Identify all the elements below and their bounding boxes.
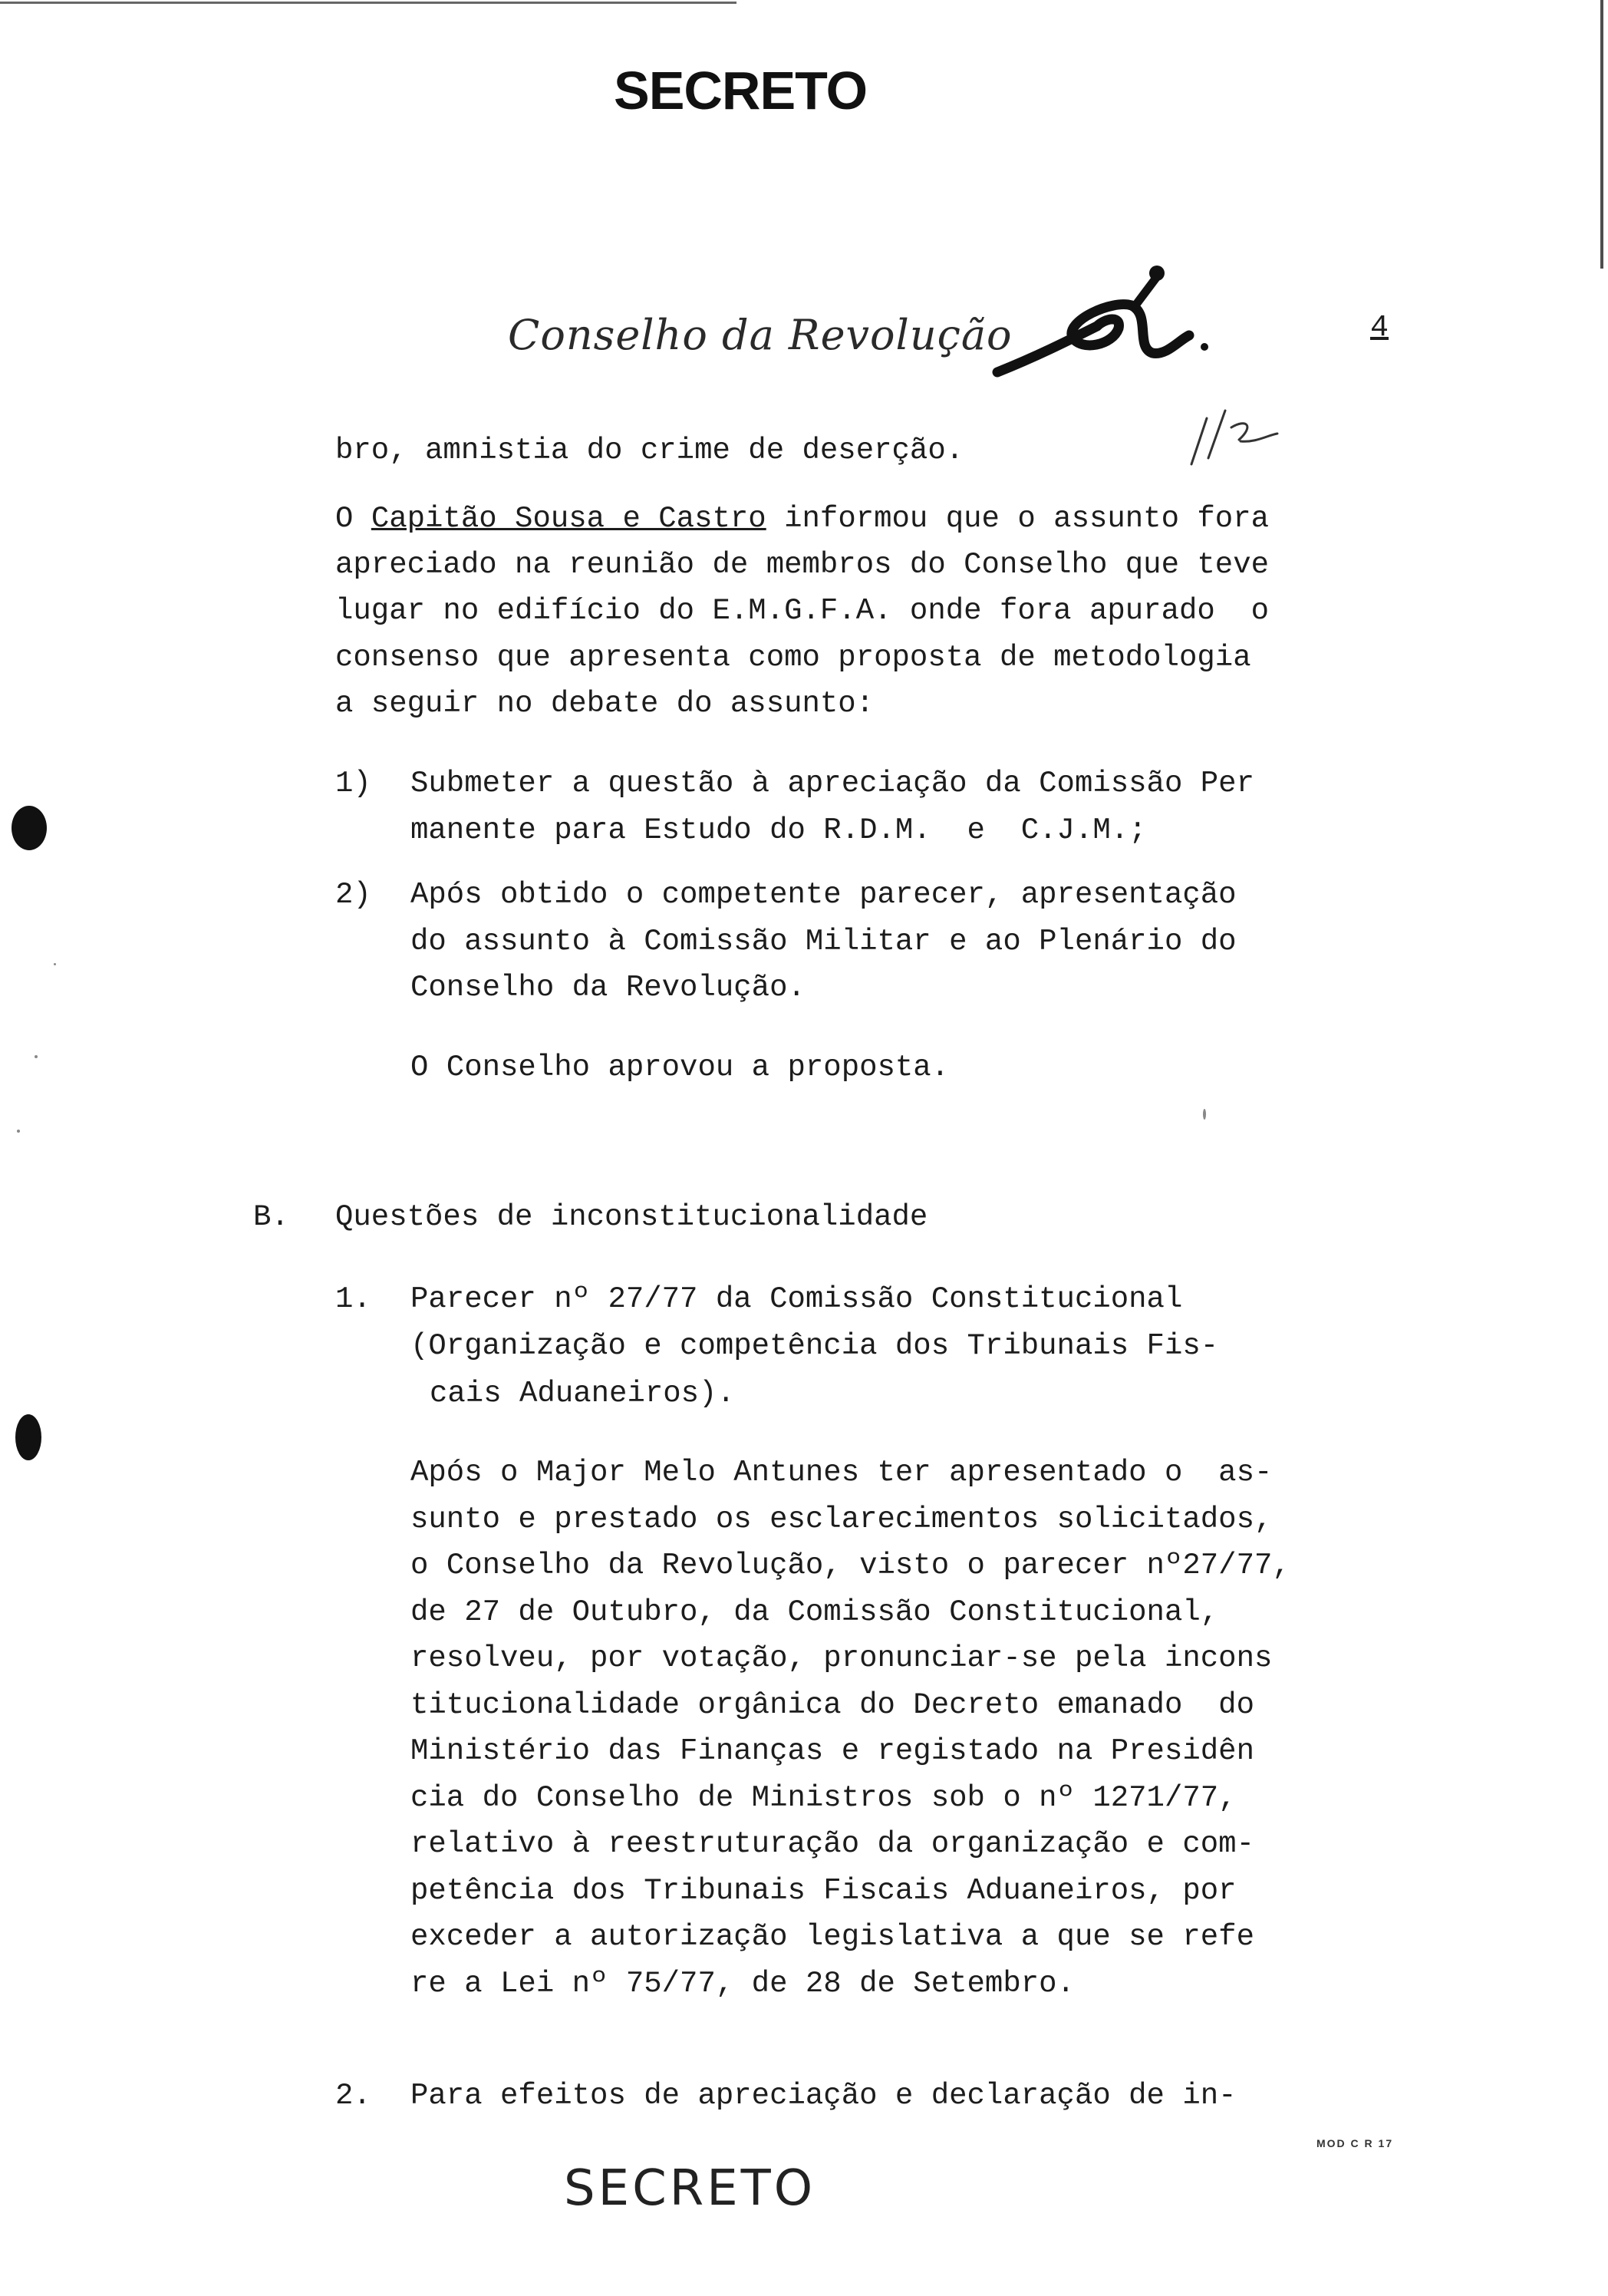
underlined-name: Capitão Sousa e Castro <box>371 502 766 536</box>
paragraph-line: consenso que apresenta como proposta de metodologia <box>335 641 1251 675</box>
scan-speck <box>17 1130 20 1133</box>
paragraph-line: apreciado na reunião de membros do Conselho que teve <box>335 548 1269 582</box>
handwritten-initials <box>990 261 1220 399</box>
list-item-line: Submeter a questão à apreciação da Comissão Per <box>410 767 1254 800</box>
list-item-line: do assunto à Comissão Militar e ao Plenário do <box>410 925 1237 958</box>
body-line: relativo à reestruturação da organização e com- <box>410 1827 1254 1861</box>
body-line: Ministério das Finanças e registado na Presidên <box>410 1734 1254 1768</box>
body-line: de 27 de Outubro, da Comissão Constitucional, <box>410 1595 1219 1629</box>
paragraph-line: lugar no edifício do E.M.G.F.A. onde fora apurado o <box>335 594 1269 628</box>
body-line: resolveu, por votação, pronunciar-se pela incons <box>410 1641 1273 1675</box>
handwritten-rubric <box>1185 388 1285 472</box>
section-letter: B. <box>253 1200 289 1234</box>
scan-edge-right <box>1600 0 1603 269</box>
letterhead: Conselho da Revolução <box>508 311 1013 359</box>
list-item-line: Após obtido o competente parecer, apresentação <box>410 878 1237 912</box>
body-line: o Conselho da Revolução, visto o parecer nº27/77, <box>410 1549 1290 1582</box>
classification-stamp-bottom: SECRETO <box>564 2160 816 2217</box>
scan-speck <box>1203 1109 1206 1120</box>
intro-line: bro, amnistia do crime de deserção. <box>335 434 964 467</box>
paragraph-line: a seguir no debate do assunto: <box>335 687 875 721</box>
paragraph-line-rest: informou que o assunto fora <box>766 502 1270 536</box>
item-title-line: cais Aduaneiros). <box>430 1377 735 1410</box>
scan-speck <box>35 1055 38 1058</box>
item-number: 2. <box>335 2079 371 2113</box>
list-number: 1) <box>335 767 371 800</box>
page-number: 4 <box>1370 311 1389 345</box>
body-line: titucionalidade orgânica do Decreto emanado do <box>410 1688 1254 1722</box>
scan-speck <box>54 963 56 965</box>
scan-edge-top <box>0 2 736 4</box>
approval-line: O Conselho aprovou a proposta. <box>410 1051 950 1084</box>
paragraph-line: O Capitão Sousa e Castro informou que o assunto fora <box>335 502 1270 536</box>
item-title-line: (Organização e competência dos Tribunais Fis- <box>410 1329 1219 1363</box>
body-line: petência dos Tribunais Fiscais Aduaneiros, por <box>410 1874 1237 1908</box>
item-number: 1. <box>335 1282 371 1316</box>
item-title-line: Para efeitos de apreciação e declaração de in- <box>410 2079 1237 2113</box>
list-number: 2) <box>335 878 371 912</box>
punch-hole-lower <box>15 1414 41 1460</box>
list-item-line: manente para Estudo do R.D.M. e C.J.M.; <box>410 813 1147 847</box>
body-line: exceder a autorização legislativa a que se refe <box>410 1920 1254 1954</box>
form-code: MOD C R 17 <box>1316 2137 1394 2149</box>
body-line: cia do Conselho de Ministros sob o nº 1271/77, <box>410 1781 1237 1815</box>
body-line: re a Lei nº 75/77, de 28 de Setembro. <box>410 1967 1075 2001</box>
body-line: sunto e prestado os esclarecimentos solicitados, <box>410 1503 1273 1536</box>
classification-stamp-top: SECRETO <box>614 61 868 120</box>
item-title-line: Parecer nº 27/77 da Comissão Constitucional <box>410 1282 1183 1316</box>
section-title: Questões de inconstitucionalidade <box>335 1200 928 1234</box>
body-line: Após o Major Melo Antunes ter apresentado o as- <box>410 1456 1273 1489</box>
punch-hole-upper <box>12 806 47 850</box>
list-item-line: Conselho da Revolução. <box>410 971 806 1004</box>
